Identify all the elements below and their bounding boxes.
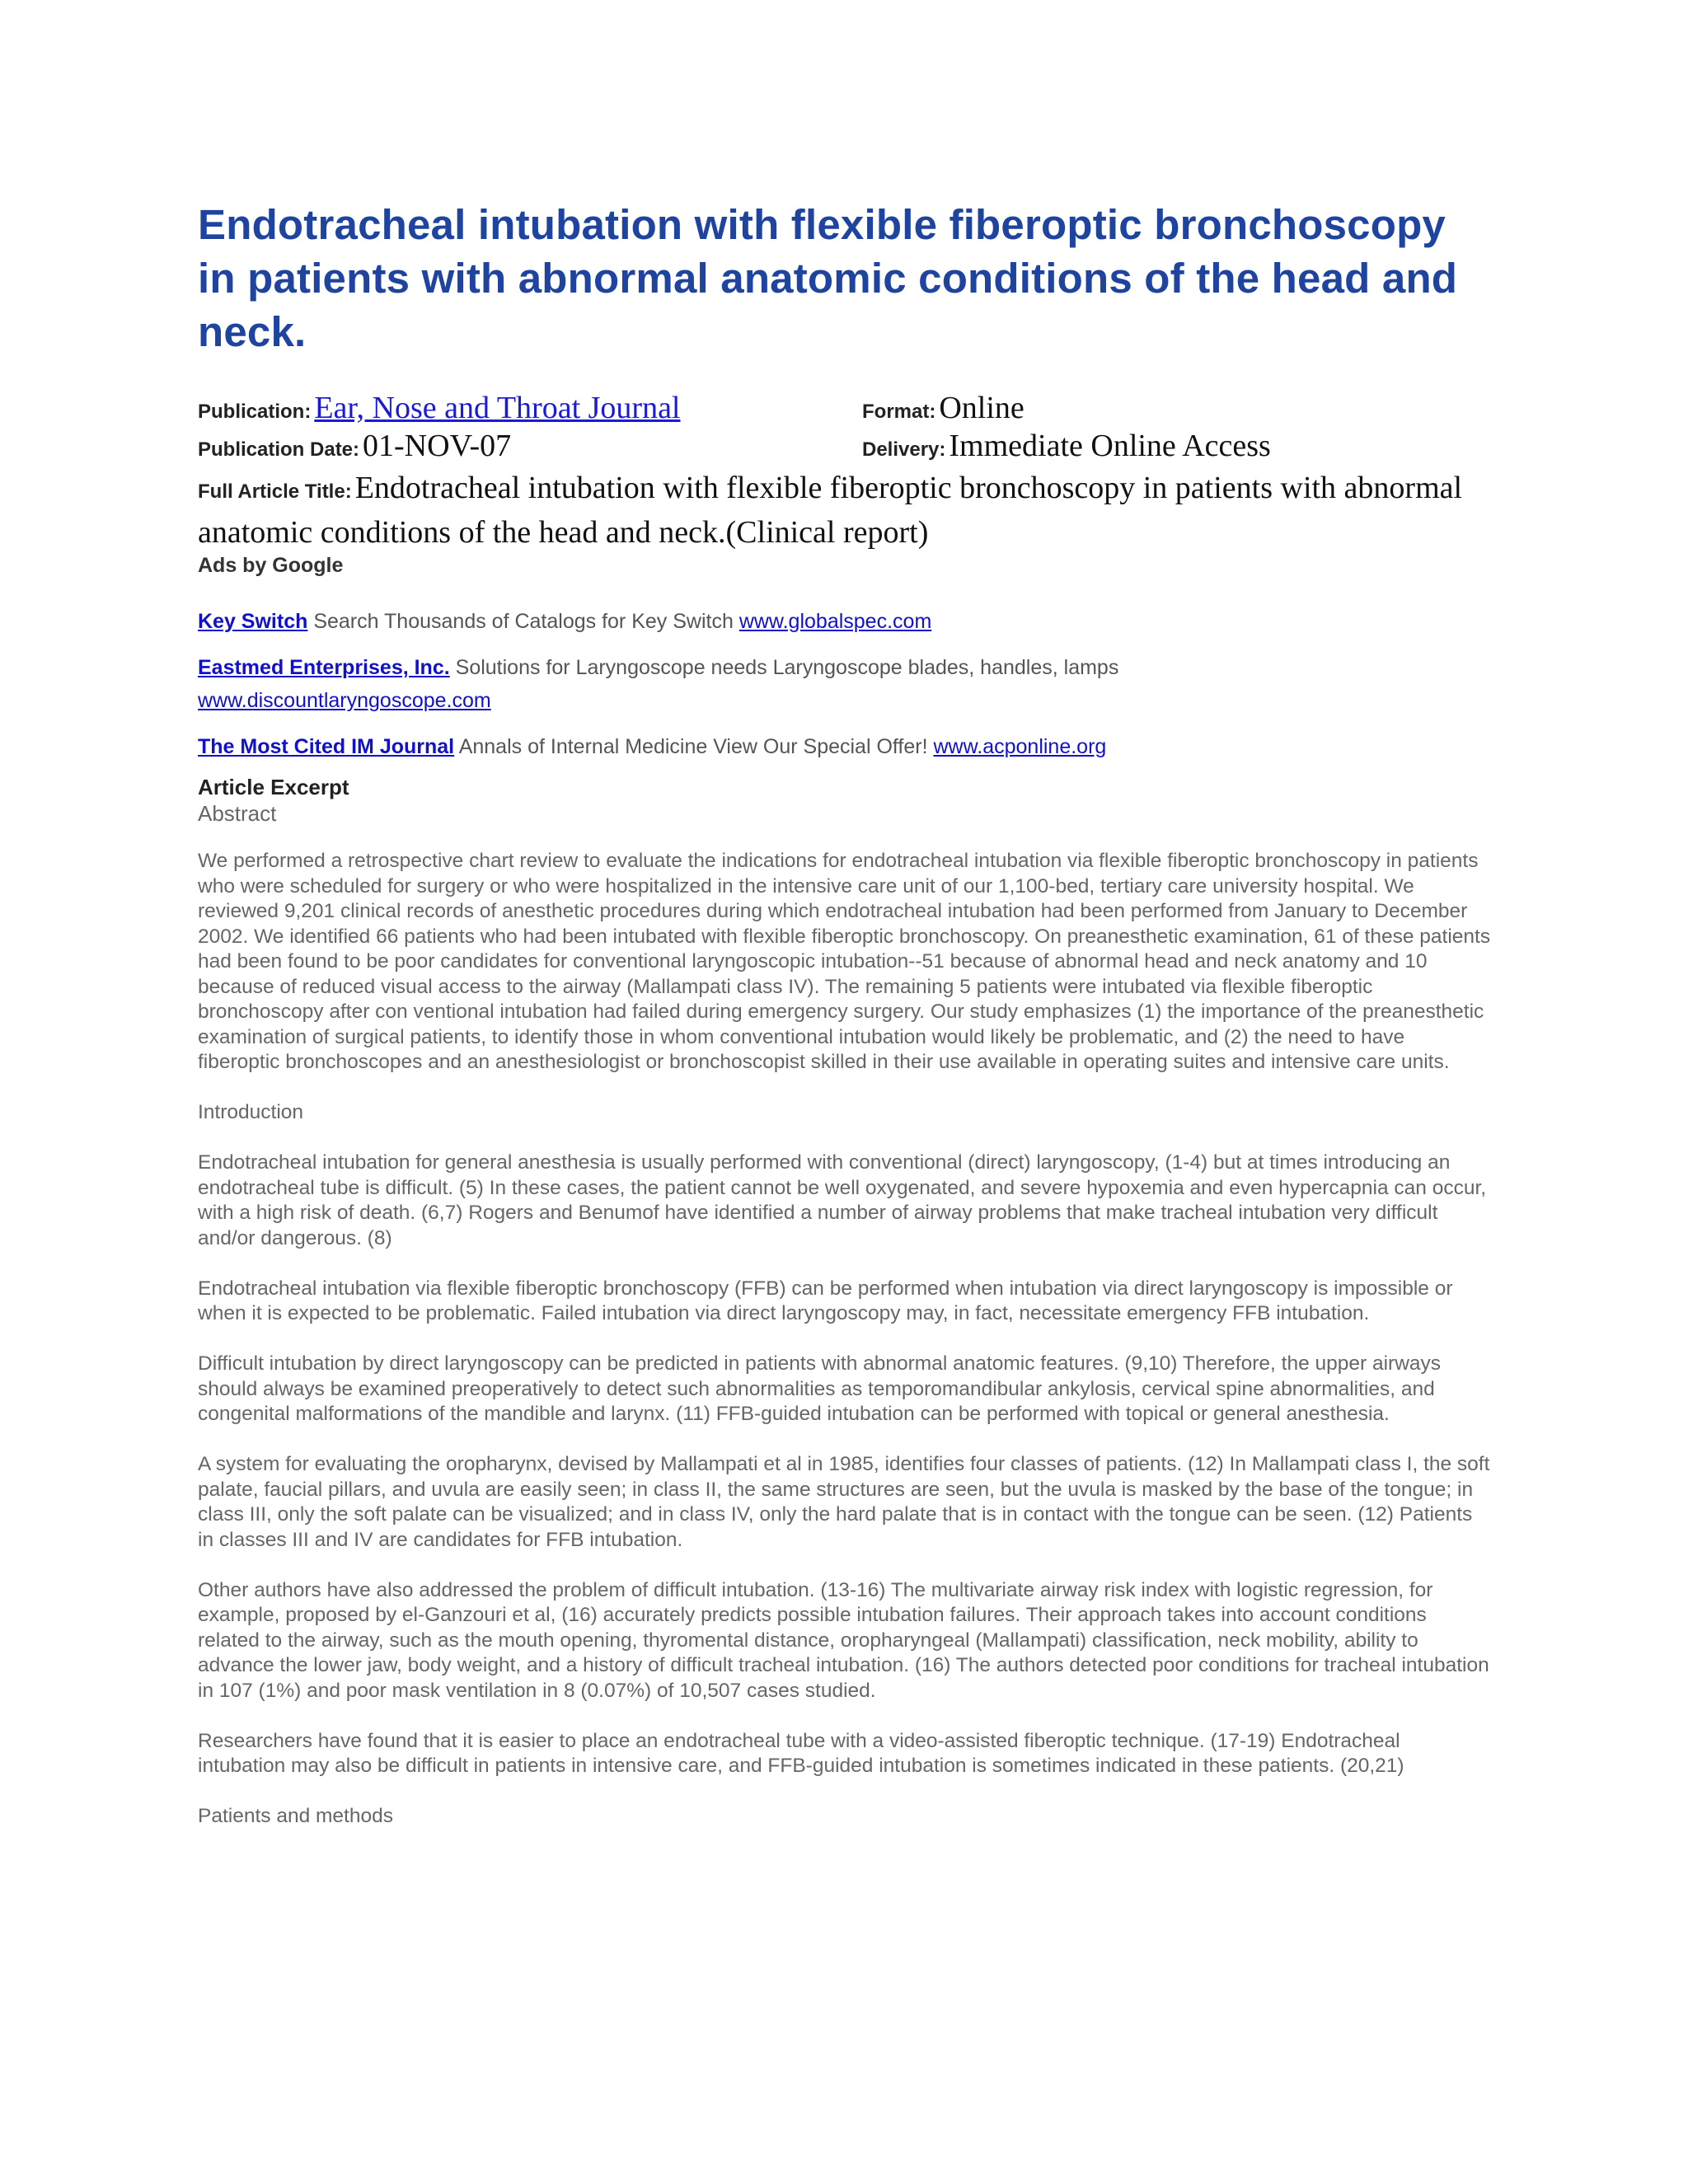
format-field	[862, 390, 1025, 426]
format-label: Format:	[862, 401, 936, 423]
ad-url-link[interactable]: www.globalspec.com	[738, 610, 932, 633]
ads-heading: Ads by Google	[198, 554, 344, 577]
format-value: Online	[939, 391, 1025, 425]
ad-text: Annals of Internal Medicine View Our Special Offer!	[458, 735, 928, 758]
body-paragraph: Endotracheal intubation for general anesthesia is usually performed with conventional (direct) laryngoscopy, (1-4) but at times introducing an endotracheal tube is difficult. (5) In these cases, the patient cannot be well oxygenated, and severe hypoxemia and even hypercapnia can occur, with a high risk of death. (6,7) Rogers and Benumof have identified a number of airway problems that make tracheal intubation very difficult and/or dangerous. (8)	[198, 1151, 1487, 1249]
ad-item	[198, 605, 1517, 638]
abstract-paragraph: We performed a retrospective chart review to evaluate the indications for endotracheal intubation via flexible fiberoptic bronchoscopy in patients who were scheduled for surgery or who were hospitalized in the intensive care unit of our 1,100-bed, tertiary care university hospital. We reviewed 9,201 clinical records of anesthetic procedures during which endotracheal intubation had been performed from January to December 2002. We identified 66 patients who had been intubated with flexible fiberoptic bronchoscopy. On preanesthetic examination, 61 of these patients had been found to be poor candidates for conventional laryngoscopic intubation--51 because of abnormal head and neck anatomy and 10 because of reduced visual access to the airway (Mallampati class IV). The remaining 5 patients were intubated via flexible fiberoptic bronchoscopy after con ventional intubation had failed during emergency surgery. Our study emphasizes (1) the importance of the preanesthetic examination of surgical patients, to identify those in whom conventional intubation would likely be problematic, and (2) the need to have fiberoptic bronchoscopes and an anesthesiologist or bronchoscopist skilled in their use available in operating suites and intensive care units.	[198, 850, 1491, 1073]
article-page	[198, 198, 1491, 1827]
ad-title-link[interactable]: The Most Cited IM Journal	[198, 735, 455, 758]
ad-item	[198, 730, 1517, 763]
body-paragraph: Researchers have found that it is easier to place an endotracheal tube with a video-assisted fiberoptic technique. (17-19) Endotracheal intubation may also be difficult in patients in intensive care, and FFB-guided intubation is sometimes indicated in these patients. (20,21)	[198, 1729, 1404, 1777]
ad-url-link[interactable]: www.acponline.org	[933, 735, 1107, 758]
ad-title-link[interactable]: Eastmed Enterprises, Inc.	[198, 656, 450, 679]
delivery-value: Immediate Online Access	[949, 429, 1271, 463]
publication-date-label: Publication Date:	[198, 438, 360, 461]
ad-text: Solutions for Laryngoscope needs Laryngoscope blades, handles, lamps	[455, 656, 1119, 679]
full-article-title-value: Endotracheal intubation with flexible fiberoptic bronchoscopy in patients with abnormal anatomic conditions of the head and neck.(Clinical report)	[198, 471, 1463, 550]
full-article-title-label: Full Article Title:	[198, 480, 352, 503]
excerpt-heading: Article Excerpt	[198, 775, 349, 799]
delivery-label: Delivery:	[862, 438, 946, 461]
ad-item	[198, 651, 1129, 717]
publication-date-field	[198, 428, 511, 464]
section-heading-introduction: Introduction	[198, 1101, 304, 1123]
excerpt-body	[198, 849, 1492, 1854]
publication-field	[198, 390, 681, 426]
body-paragraph: Difficult intubation by direct laryngoscopy can be predicted in patients with abnormal anatomic features. (9,10) Therefore, the upper airways should always be examined preoperatively to detect such abnormalities as temporomandibular ankylosis, cervical spine abnormalities, and congenital malformations of the mandible and larynx. (11) FFB-guided intubation can be performed with topical or general anesthesia.	[198, 1352, 1442, 1425]
ad-url-link[interactable]: www.discountlaryngoscope.com	[198, 689, 491, 712]
article-title: Endotracheal intubation with flexible fiberoptic bronchoscopy in patients with abnormal anatomic conditions of the head and neck.	[198, 201, 1458, 355]
ad-text: Search Thousands of Catalogs for Key Switch	[313, 610, 734, 633]
publication-date-value: 01-NOV-07	[363, 429, 512, 463]
section-heading-patients-and-methods: Patients and methods	[198, 1805, 393, 1827]
body-paragraph: A system for evaluating the oropharynx, devised by Mallampati et al in 1985, identifies four classes of patients. (12) In Mallampati class I, the soft palate, faucial pillars, and uvula are easily seen; in class II, the same structures are seen, but the uvula is masked by the base of the tongue; in class III, only the soft palate can be visualized; and in class IV, only the hard palate that is in contact with the tongue can be seen. (12) Patients in classes III and IV are candidates for FFB intubation.	[198, 1453, 1490, 1551]
delivery-field	[862, 428, 1271, 464]
article-metadata	[198, 390, 1484, 550]
body-paragraph: Endotracheal intubation via flexible fiberoptic bronchoscopy (FFB) can be performed when intubation via direct laryngoscopy is impossible or when it is expected to be problematic. Failed intubation via direct laryngoscopy may, in fact, necessitate emergency FFB intubation.	[198, 1277, 1453, 1324]
full-article-title-field	[198, 469, 1517, 558]
publication-label: Publication:	[198, 401, 312, 423]
body-paragraph: Other authors have also addressed the problem of difficult intubation. (13-16) The multivariate airway risk index with logistic regression, for example, proposed by el-Ganzouri et al, (16) accurately predicts possible intubation failures. Their approach takes into account conditions related to the airway, such as the mouth opening, thyromental distance, oropharyngeal (Mallampati) classification, neck mobility, ability to advance the lower jaw, body weight, and a history of difficult tracheal intubation. (16) The authors detected poor conditions for tracheal intubation in 107 (1%) and poor mask ventilation in 8 (0.07%) of 10,507 cases studied.	[198, 1578, 1489, 1702]
publication-link[interactable]: Ear, Nose and Throat Journal	[314, 391, 681, 425]
ad-title-link[interactable]: Key Switch	[198, 610, 308, 633]
abstract-label: Abstract	[198, 801, 277, 826]
